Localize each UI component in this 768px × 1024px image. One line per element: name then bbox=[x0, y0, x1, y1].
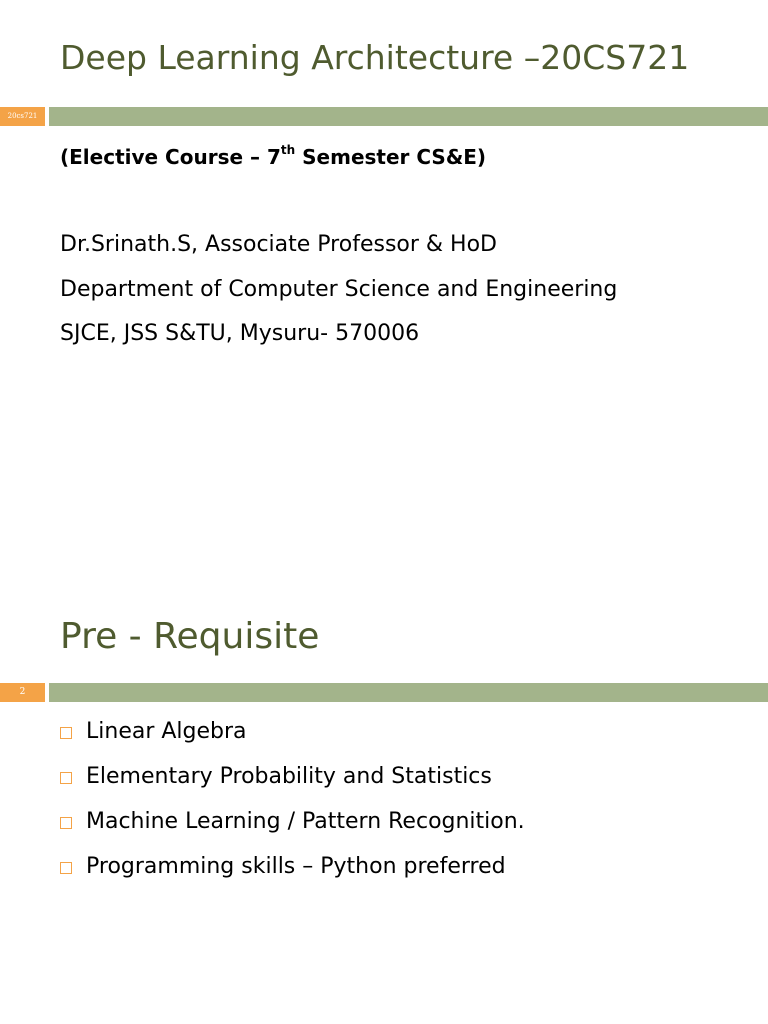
title-divider-bar bbox=[49, 107, 768, 126]
subtitle-superscript: th bbox=[280, 143, 296, 157]
subtitle-prefix: (Elective Course – 7 bbox=[60, 145, 281, 169]
course-subtitle bbox=[60, 145, 486, 169]
list-item bbox=[60, 852, 525, 897]
slide-title: Pre - Requisite bbox=[60, 616, 320, 657]
slide-title: Deep Learning Architecture –20CS721 bbox=[60, 38, 690, 77]
slide-number-badge: 2 bbox=[0, 683, 45, 702]
institution-line: SJCE, JSS S&TU, Mysuru- 570006 bbox=[60, 321, 420, 346]
list-item-text: Programming skills – Python preferred bbox=[86, 854, 506, 879]
hollow-square-bullet-icon bbox=[60, 862, 72, 874]
slide-number-badge: 20cs721 bbox=[0, 107, 45, 126]
slide-2 bbox=[0, 512, 768, 1024]
list-item bbox=[60, 717, 525, 762]
hollow-square-bullet-icon bbox=[60, 727, 72, 739]
list-item-text: Linear Algebra bbox=[86, 719, 247, 744]
department-line: Department of Computer Science and Engineering bbox=[60, 277, 618, 302]
list-item-text: Elementary Probability and Statistics bbox=[86, 764, 492, 789]
hollow-square-bullet-icon bbox=[60, 817, 72, 829]
list-item bbox=[60, 762, 525, 807]
author-line: Dr.Srinath.S, Associate Professor & HoD bbox=[60, 232, 497, 257]
prerequisite-list bbox=[60, 717, 525, 897]
title-divider-bar bbox=[49, 683, 768, 702]
subtitle-suffix: Semester CS&E) bbox=[295, 145, 487, 169]
list-item-text: Machine Learning / Pattern Recognition. bbox=[86, 809, 525, 834]
list-item bbox=[60, 807, 525, 852]
hollow-square-bullet-icon bbox=[60, 772, 72, 784]
